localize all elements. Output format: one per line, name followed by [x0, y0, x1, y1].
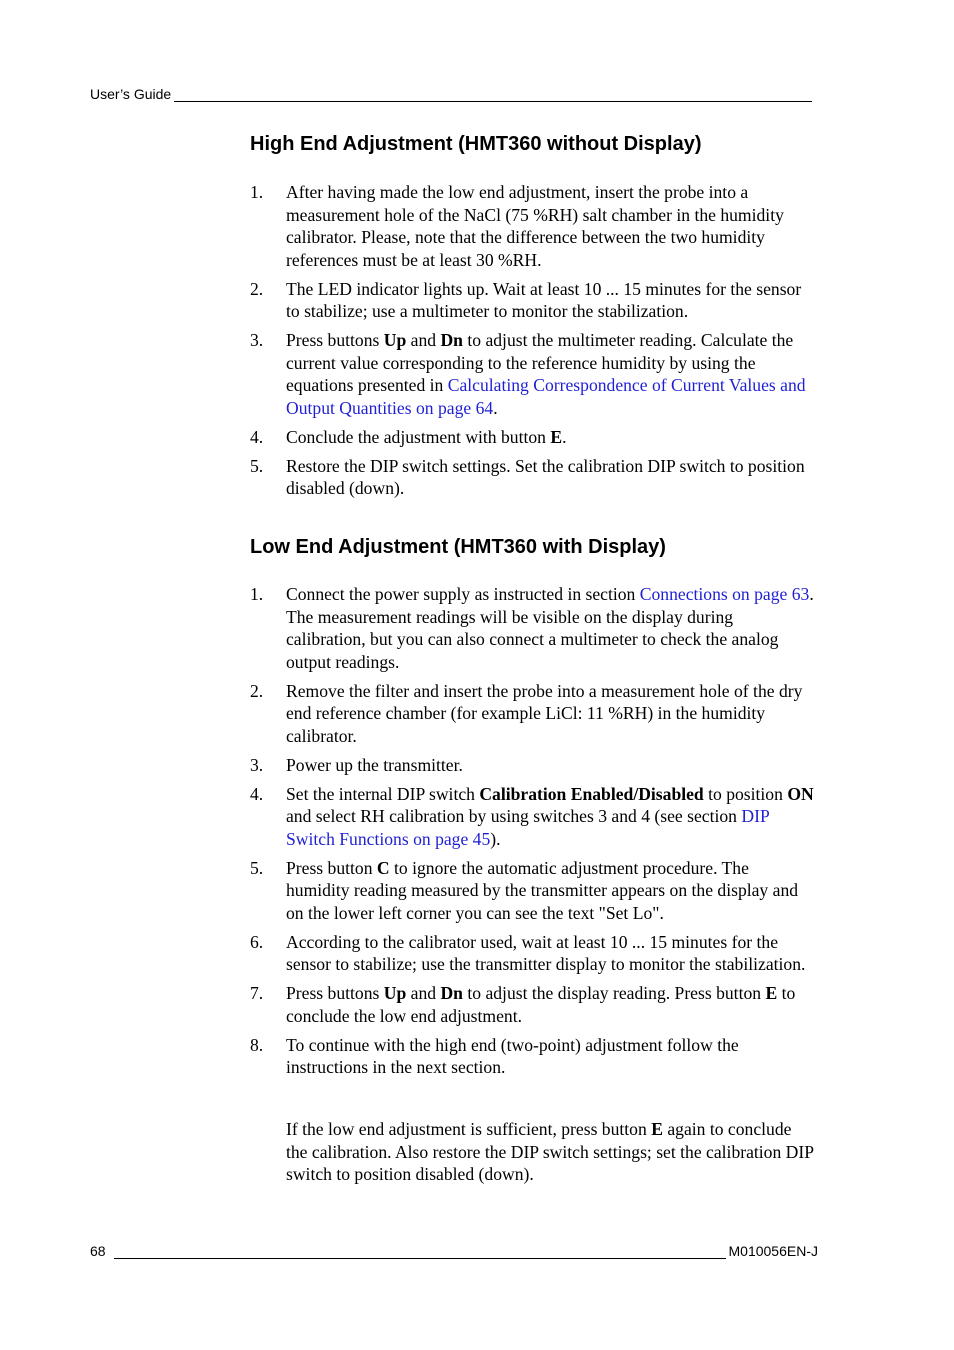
link-calculating-correspondence[interactable]: Calculating Correspondence of Current Values and Output Quantities on page 64 [286, 375, 806, 418]
position-label: ON [787, 783, 814, 804]
step-text: . The measurement readings will be visible on the display during calibration, but you can also connect a multimeter to check the analog output readings. [286, 584, 814, 672]
link-connections[interactable]: Connections on page 63 [639, 584, 810, 604]
note-paragraph [286, 1118, 816, 1186]
step-text: to position [703, 783, 788, 804]
step-number: 2. [250, 680, 264, 701]
header-rule [174, 89, 812, 102]
step-number: 3. [250, 330, 264, 350]
button-label-e: E [651, 1119, 663, 1139]
step-text: Set the internal DIP switch [286, 783, 480, 804]
step-text: Press buttons [286, 330, 384, 350]
step-text: Restore the DIP switch settings. Set the calibration DIP switch to position disabled (down). [286, 455, 805, 498]
step-text: Press buttons [286, 983, 384, 1003]
switch-label: Calibration Enabled/Disabled [479, 783, 704, 804]
step-text: Power up the transmitter. [286, 754, 463, 775]
step-text: After having made the low end adjustment, insert the probe into a measurement hole of the NaCl (75 %RH) salt chamber in the humidity calibrator. Please, note that the difference between the two humidity references must be at least 30 %RH. [286, 182, 784, 270]
step-number: 5. [250, 455, 264, 476]
step-text: . [493, 397, 498, 418]
note-text: If the low end adjustment is sufficient, press button [286, 1119, 652, 1139]
step-text: To continue with the high end (two-point) adjustment follow the instructions in the next section. [286, 1034, 739, 1077]
step-text: Conclude the adjustment with button [286, 426, 551, 447]
list-item [250, 754, 816, 777]
step-text: and [406, 983, 441, 1003]
step-number: 5. [250, 857, 264, 878]
step-text: to adjust the multimeter reading. Calculate the current value corresponding to the reference humidity by using the equations presented in [286, 330, 794, 395]
step-text: Press button [286, 857, 377, 878]
page-footer [90, 1243, 818, 1259]
step-text: Connect the power supply as instructed in section [286, 584, 640, 604]
note-text: again to conclude the calibration. Also restore the DIP switch settings; set the calibration DIP switch to position disabled (down). [286, 1119, 814, 1184]
step-number: 4. [250, 426, 264, 447]
list-item [250, 455, 816, 500]
step-text: to ignore the automatic adjustment procedure. The humidity reading measured by the transmitter appears on the display and on the lower left corner you can see the text "Set Lo". [286, 857, 799, 923]
step-text: and select RH calibration by using switches 3 and 4 (see section [286, 806, 742, 826]
heading-low-end: Low End Adjustment (HMT360 with Display) [250, 536, 666, 558]
step-number: 6. [250, 931, 264, 952]
step-text: . [562, 426, 567, 447]
list-item [250, 680, 816, 748]
list-item [250, 329, 816, 419]
button-label-up: Up [383, 330, 407, 350]
heading-high-end: High End Adjustment (HMT360 without Display) [250, 133, 702, 155]
step-number: 2. [250, 278, 264, 299]
list-item [250, 278, 816, 323]
step-number: 8. [250, 1034, 264, 1055]
list-item [250, 426, 816, 449]
step-number: 4. [250, 783, 264, 804]
list-item [250, 583, 816, 673]
button-label-up: Up [383, 983, 407, 1003]
step-text: to adjust the display reading. Press button [462, 983, 766, 1003]
link-dip-switch-functions[interactable]: DIP Switch Functions on page 45 [286, 806, 770, 849]
footer-rule [114, 1246, 726, 1259]
list-item [250, 982, 816, 1027]
low-end-steps [250, 583, 816, 1085]
button-label-e: E [765, 983, 778, 1003]
step-text: and [406, 330, 441, 350]
step-number: 1. [250, 584, 264, 604]
step-text: The LED indicator lights up. Wait at least 10 ... 15 minutes for the sensor to stabilize; use a multimeter to monitor the stabilization. [286, 278, 802, 321]
button-label-dn: Dn [440, 983, 463, 1003]
step-text: Remove the filter and insert the probe into a measurement hole of the dry end reference chamber (for example LiCl: 11 %RH) in the humidity calibrator. [286, 680, 803, 746]
doc-code: M010056EN-J [728, 1243, 818, 1259]
header-title: User’s Guide [90, 86, 172, 102]
list-item [250, 931, 816, 976]
page-header [90, 86, 812, 102]
list-item [250, 181, 816, 271]
step-number: 7. [250, 983, 264, 1003]
step-text: to conclude the low end adjustment. [286, 983, 796, 1026]
step-number: 3. [250, 754, 264, 775]
step-number: 1. [250, 182, 264, 202]
list-item [250, 783, 816, 851]
list-item [250, 857, 816, 925]
step-text: ). [490, 828, 501, 849]
button-label-e: E [550, 426, 563, 447]
button-label-dn: Dn [440, 330, 463, 350]
list-item [250, 1034, 816, 1079]
button-label-c: C [376, 857, 390, 878]
step-text: According to the calibrator used, wait at least 10 ... 15 minutes for the sensor to stabilize; use the transmitter display to monitor the stabilization. [286, 931, 806, 974]
high-end-steps [250, 181, 816, 506]
page-number: 68 [90, 1243, 106, 1259]
